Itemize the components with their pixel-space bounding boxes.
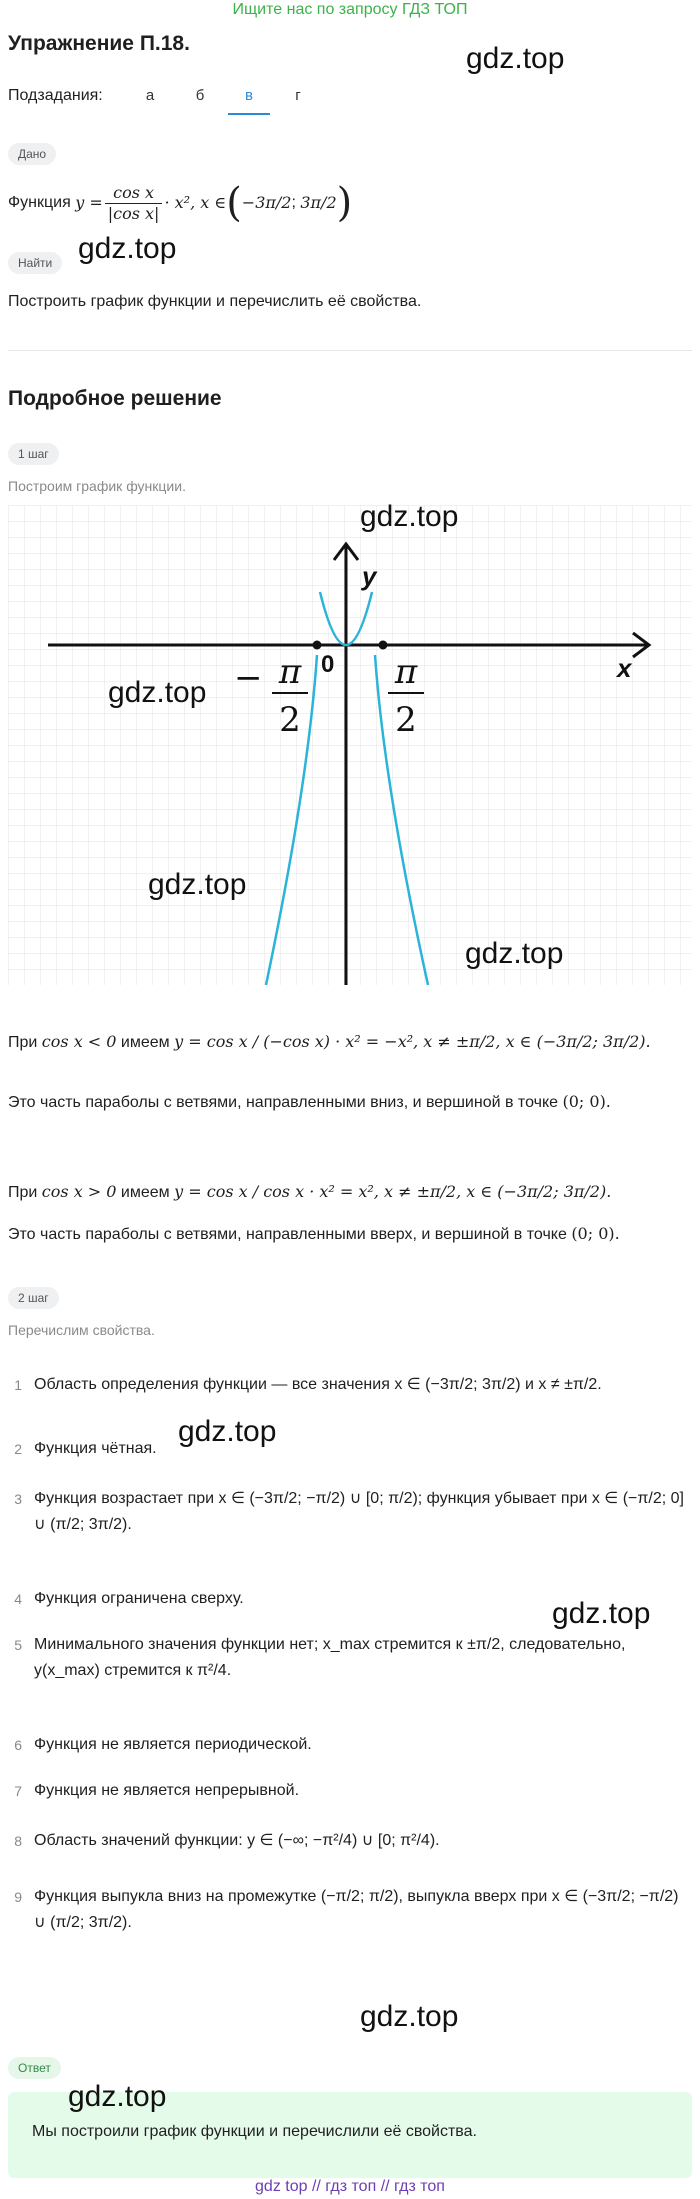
- tick-dot-neg: [313, 641, 322, 650]
- given-rest: · x², x ∈: [164, 193, 227, 212]
- tick-dot-pos: [379, 641, 388, 650]
- answer-pill: Ответ: [8, 2057, 61, 2079]
- given-prefix: Функция: [8, 194, 71, 211]
- watermark: gdz.top: [466, 42, 565, 75]
- divider: [8, 350, 692, 351]
- step1-caption: Построим график функции.: [8, 478, 186, 494]
- step2-pill: 2 шаг: [8, 1287, 59, 1309]
- subtask-v[interactable]: в: [245, 87, 253, 104]
- find-text: Построить график функции и перечислить её свойства.: [8, 293, 422, 310]
- properties-list: [8, 1372, 692, 1964]
- function-graph: [8, 505, 692, 985]
- active-subtask-indicator: [228, 113, 270, 115]
- footer-links[interactable]: gdz top // гдз топ // гдз топ: [255, 2178, 445, 2195]
- origin-label: 0: [321, 651, 335, 678]
- watermark: gdz.top: [148, 868, 247, 901]
- subtasks-label: Подзадания:: [8, 87, 103, 104]
- given-interval-right: 3π/2: [300, 193, 337, 212]
- svg-text:π: π: [394, 652, 418, 692]
- page-title: Упражнение П.18.: [8, 32, 190, 55]
- graph-grid: [8, 505, 692, 985]
- subtask-g[interactable]: г: [295, 87, 301, 104]
- given-fraction: [105, 183, 163, 224]
- given-pill: Дано: [8, 143, 56, 165]
- find-pill: Найти: [8, 252, 62, 274]
- step1-pill: 1 шаг: [8, 443, 59, 465]
- watermark: gdz.top: [178, 1415, 277, 1448]
- solution-title: Подробное решение: [8, 387, 222, 410]
- property-item: 6 Функция не является периодической.: [14, 1736, 312, 1753]
- step1-paragraph-1: При cos x < 0 имеем y = cos x / (−cos x) · x² = −x², x ≠ ±π/2, x ∈ (−3π/2; 3π/2).: [8, 1032, 651, 1051]
- watermark: gdz.top: [108, 676, 207, 709]
- given-frac-num: cos x: [105, 183, 163, 204]
- svg-text:π: π: [278, 652, 302, 692]
- watermark: gdz.top: [68, 2080, 167, 2113]
- given-frac-den: |cos x|: [107, 203, 160, 223]
- watermark: gdz.top: [360, 500, 459, 533]
- given-lhs: y =: [75, 193, 103, 212]
- top-banner: Ищите нас по запросу ГДЗ ТОП: [232, 1, 468, 18]
- step2-caption: Перечислим свойства.: [8, 1322, 155, 1338]
- svg-text:2: 2: [279, 700, 301, 740]
- given-interval-left: −3π/2: [241, 193, 292, 212]
- property-item: 1 Область определения функции — все значения x ∈ (−3π/2; 3π/2) и x ≠ ±π/2.: [14, 1376, 602, 1393]
- watermark: gdz.top: [78, 232, 177, 265]
- y-label: y: [362, 561, 377, 591]
- step1-paragraph-2b: Это часть параболы с ветвями, направленными вверх, и вершиной в точке (0; 0).: [8, 1224, 620, 1243]
- property-item: 7 Функция не является непрерывной.: [14, 1782, 300, 1799]
- subtask-a[interactable]: а: [145, 87, 155, 104]
- neg-tick-minus: −: [234, 658, 263, 698]
- property-item: 9 Функция выпукла вниз на промежутке (−π/2; π/2), выпукла вверх при x ∈ (−3π/2; −π/2) ∪ (π/2; 3π/2).: [14, 1888, 679, 1931]
- property-item: 5 Минимального значения функции нет; x_max стремится к ±π/2, следовательно, y(x_max) стремится к π²/4.: [14, 1636, 626, 1679]
- watermark: gdz.top: [552, 1597, 651, 1630]
- property-item: 8 Область значений функции: y ∈ (−∞; −π²/4) ∪ [0; π²/4).: [14, 1832, 440, 1849]
- step1-paragraph-2: При cos x > 0 имеем y = cos x / cos x · x² = x², x ≠ ±π/2, x ∈ (−3π/2; 3π/2).: [8, 1182, 612, 1201]
- watermark: gdz.top: [360, 2000, 459, 2033]
- x-label: x: [617, 653, 632, 683]
- property-item: 3 Функция возрастает при x ∈ (−3π/2; −π/2) ∪ [0; π/2); функция убывает при x ∈ (−π/2; 0] ∪ (π/2; 3π/2).: [14, 1490, 684, 1533]
- watermark: gdz.top: [465, 937, 564, 970]
- subtask-b[interactable]: б: [195, 87, 205, 104]
- svg-text:2: 2: [395, 700, 417, 740]
- property-item: 2 Функция чётная.: [14, 1440, 157, 1457]
- property-item: 4 Функция ограничена сверху.: [14, 1590, 244, 1607]
- given-formula: Функция y = $\frac{\text{cos x}}{\text{|cos x|}}$ · x², x ∈ ( −3π/2 ; 3π/2 ): [8, 180, 353, 226]
- step1-paragraph-1b: Это часть параболы с ветвями, направленными вниз, и вершиной в точке (0; 0).: [8, 1092, 611, 1111]
- answer-text: Мы построили график функции и перечислили её свойства.: [32, 2123, 477, 2140]
